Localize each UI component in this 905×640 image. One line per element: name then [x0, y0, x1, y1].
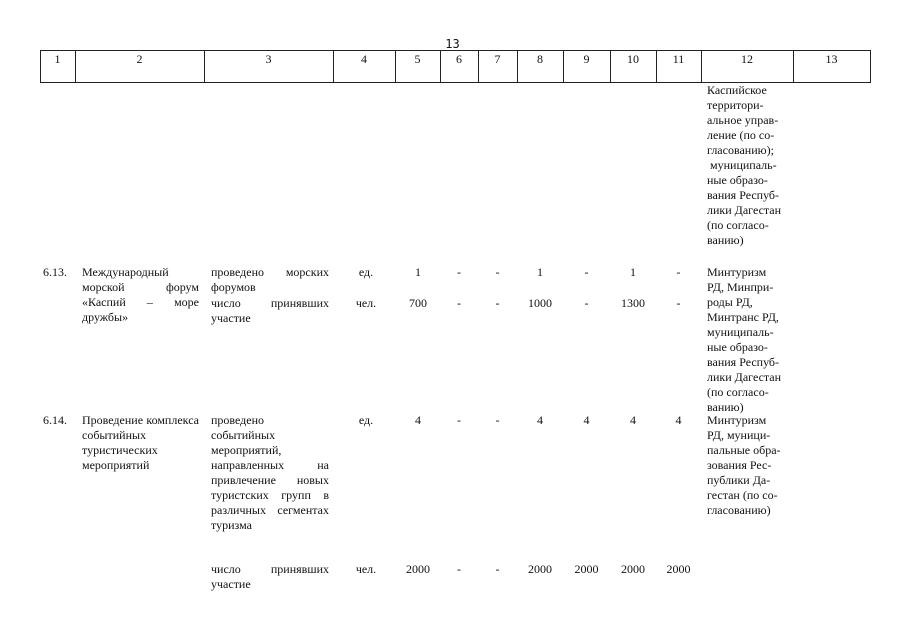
activity-name: Международный морской форум «Каспий – море дружбы» — [82, 265, 199, 324]
value-col-8: 1000 — [528, 296, 552, 310]
indicator-name: число принявших участие — [211, 296, 329, 325]
value-col-9: 4 — [583, 413, 590, 427]
value-col-9: 2000 — [574, 562, 599, 576]
value-col-8: 1 — [537, 265, 543, 279]
value-col-5: 1 — [415, 265, 421, 279]
header-col-2: 2 — [136, 52, 143, 66]
value-col-10: 4 — [630, 413, 636, 427]
responsible-executors: Минтуризм РД, Минпри- роды РД, Минтранс РД, муниципаль- ные образо- вания Респуб- лики Дагестан (по согласо- ванию) — [707, 265, 782, 414]
header-col-7: 7 — [494, 52, 501, 66]
value-col-11: - — [676, 265, 681, 279]
indicator-unit: ед. — [358, 265, 374, 279]
header-col-8: 8 — [537, 52, 543, 66]
header-col-13: 13 — [825, 52, 838, 66]
value-col-7: - — [495, 413, 500, 427]
header-col-9: 9 — [583, 52, 590, 66]
header-col-5: 5 — [414, 52, 421, 66]
header-col-4: 4 — [361, 52, 367, 66]
value-col-11: 2000 — [666, 562, 691, 576]
value-col-7: - — [495, 265, 500, 279]
value-col-10: 1 — [630, 265, 636, 279]
header-col-6: 6 — [456, 52, 462, 66]
value-col-6: - — [457, 413, 461, 427]
header-col-11: 11 — [672, 52, 685, 66]
value-col-9: - — [584, 296, 589, 310]
header-top-rule — [40, 50, 871, 51]
value-col-10: 2000 — [621, 562, 645, 576]
indicator-unit: чел. — [355, 296, 377, 310]
activity-name: Проведение комплекса событийных туристических мероприятий — [82, 413, 199, 472]
continuation-responsible: Каспийское территори- альное управ- ление (по со- гласованию); муниципаль- ные образо- вания Респуб- лики Дагестан (по согласо- ванию) — [707, 83, 782, 247]
value-col-11: 4 — [675, 413, 682, 427]
value-col-6: - — [457, 562, 461, 576]
page-number: 13 — [445, 37, 460, 51]
column-divider — [870, 50, 871, 82]
value-col-5: 700 — [409, 296, 427, 310]
value-col-7: - — [495, 562, 500, 576]
header-col-1: 1 — [54, 52, 61, 66]
header-col-12: 12 — [741, 52, 753, 66]
indicator-name: число принявших участие — [211, 562, 329, 591]
row-number: 6.14. — [43, 413, 67, 427]
indicator-name: проведено морских форумов — [211, 265, 329, 294]
value-col-6: - — [457, 265, 461, 279]
value-col-5: 4 — [415, 413, 421, 427]
header-col-3: 3 — [265, 52, 272, 66]
indicator-unit: чел. — [355, 562, 377, 576]
value-col-8: 2000 — [528, 562, 552, 576]
table-header — [40, 50, 871, 82]
value-col-10: 1300 — [621, 296, 645, 310]
value-col-9: - — [584, 265, 589, 279]
header-col-10: 10 — [627, 52, 639, 66]
indicator-unit: ед. — [358, 413, 374, 427]
value-col-6: - — [457, 296, 461, 310]
responsible-executors: Минтуризм РД, муници- пальные обра- зования Рес- публики Да- гестан (по со- гласованию) — [707, 413, 781, 517]
value-col-7: - — [495, 296, 500, 310]
value-col-11: - — [676, 296, 681, 310]
indicator-name: проведено событийных мероприятий, направленных на привлечение новых туристских групп в различных сегментах туризма — [211, 413, 329, 532]
value-col-8: 4 — [537, 413, 543, 427]
row-number: 6.13. — [43, 265, 67, 279]
value-col-5: 2000 — [406, 562, 430, 576]
